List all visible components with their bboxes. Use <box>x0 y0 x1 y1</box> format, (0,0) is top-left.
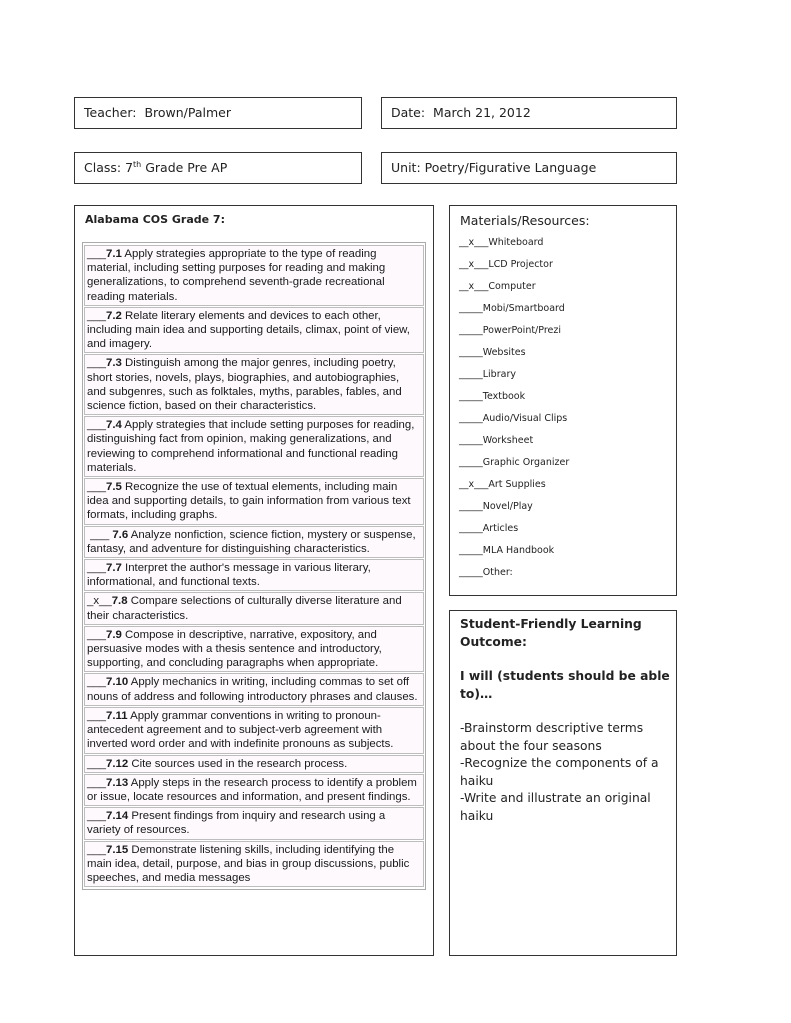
materials-item: _____Mobi/Smartboard <box>459 303 565 314</box>
standard-checkmark: ___ <box>87 562 107 575</box>
outcome-list <box>460 720 670 825</box>
class-superscript: th <box>133 159 142 169</box>
class-rest: Grade Pre AP <box>141 160 228 175</box>
materials-item: _____Textbook <box>459 391 526 402</box>
standard-row <box>84 559 424 591</box>
standard-text: Demonstrate listening skills, including identifying the main idea, detail, purpose, and bias in group discussions, public speeches, and media messages <box>87 843 410 884</box>
standard-number: 7.11 <box>106 709 128 722</box>
standard-number: 7.9 <box>106 628 122 641</box>
materials-item: _____Articles <box>459 523 519 534</box>
materials-item: __x___Computer <box>459 281 536 292</box>
standard-checkmark: ___ <box>87 419 107 432</box>
unit-label: Unit: <box>391 160 421 175</box>
materials-item: _____Novel/Play <box>459 501 533 512</box>
class-field <box>74 152 362 184</box>
standard-text: Present findings from inquiry and research using a variety of resources. <box>87 810 386 837</box>
materials-item: _____Audio/Visual Clips <box>459 413 568 424</box>
standard-number: 7.8 <box>111 595 128 608</box>
materials-item: __x___Whiteboard <box>459 237 544 248</box>
standard-checkmark: _x__ <box>87 595 112 608</box>
outcome-item: -Write and illustrate an original haiku <box>460 791 651 823</box>
standard-row <box>84 707 424 754</box>
standard-checkmark: ___ <box>87 309 107 322</box>
standard-row <box>84 774 424 806</box>
standard-text: Apply mechanics in writing, including commas to set off nouns of address and following introductory phrases and clauses. <box>87 676 418 703</box>
standard-number: 7.12 <box>106 757 129 770</box>
standard-text: Recognize the use of textual elements, including main idea and supporting details, to gain information from various text formats, including graphs. <box>87 481 411 522</box>
outcome-lead: I will (students should be able to)… <box>460 669 670 701</box>
cos-title: Alabama COS Grade 7: <box>85 213 225 226</box>
learning-outcome-panel <box>449 610 677 956</box>
standard-number: 7.15 <box>106 843 129 856</box>
teacher-field <box>74 97 362 129</box>
standard-number: 7.5 <box>106 481 122 494</box>
standards-table <box>82 242 426 890</box>
standard-text: Apply steps in the research process to identify a problem or issue, locate resources and information, and present findings. <box>87 776 417 803</box>
standard-row <box>84 841 424 888</box>
materials-item: _____Graphic Organizer <box>459 457 570 468</box>
standard-text: Interpret the author's message in various literary, informational, and functional texts. <box>87 562 371 589</box>
standard-number: 7.6 <box>112 528 129 541</box>
standard-text: Compose in descriptive, narrative, expository, and persuasive modes with a thesis sentence and introductory, supporting, and concluding paragraphs when appropriate. <box>87 628 382 670</box>
materials-item: _____Worksheet <box>459 435 534 446</box>
materials-list <box>459 237 569 589</box>
outcome-item: -Recognize the components of a haiku <box>460 756 659 788</box>
unit-field <box>381 152 677 184</box>
standard-checkmark: ___ <box>87 709 107 722</box>
materials-item: _____MLA Handbook <box>459 545 555 556</box>
standard-checkmark: ___ <box>87 776 107 789</box>
materials-title: Materials/Resources: <box>460 213 590 228</box>
teacher-label: Teacher: <box>84 105 137 120</box>
standard-row <box>84 526 424 558</box>
standard-number: 7.4 <box>106 419 122 432</box>
class-label: Class: 7 <box>84 160 134 175</box>
standard-number: 7.1 <box>106 248 122 260</box>
standard-checkmark: ___ <box>87 528 113 541</box>
standard-text: Apply grammar conventions in writing to pronoun-antecedent agreement and to subject-verb agreement with inverted word order and with indefinite pronouns as subjects. <box>87 709 394 751</box>
materials-item: _____Websites <box>459 347 526 358</box>
standard-checkmark: ___ <box>87 357 107 370</box>
standard-number: 7.13 <box>106 776 129 789</box>
standard-row <box>84 626 424 673</box>
standard-row <box>84 673 424 705</box>
standard-checkmark: ___ <box>87 843 107 856</box>
materials-item: __x___LCD Projector <box>459 259 553 270</box>
cos-standards-panel <box>74 205 434 956</box>
materials-item: _____Library <box>459 369 516 380</box>
standard-row <box>84 245 424 306</box>
outcome-item: -Brainstorm descriptive terms about the four seasons <box>460 721 644 753</box>
standard-checkmark: ___ <box>87 810 107 823</box>
unit-value: Poetry/Figurative Language <box>424 160 597 175</box>
standard-checkmark: ___ <box>87 676 107 689</box>
standard-text: Distinguish among the major genres, including poetry, short stories, novels, plays, biographies, and autobiographies, and subgenres, such as folktales, myths, parables, fables, and science fiction, based on their characteristics. <box>87 357 402 413</box>
standard-text: Apply strategies appropriate to the type of reading material, including setting purposes for reading and making generalizations, to comprehend seventh-grade recreational reading materials. <box>87 248 386 303</box>
standard-checkmark: ___ <box>87 248 107 260</box>
standard-number: 7.14 <box>106 810 129 823</box>
standard-text: Compare selections of culturally diverse literature and their characteristics. <box>87 595 402 622</box>
standard-number: 7.7 <box>106 562 122 575</box>
standard-row <box>84 478 424 525</box>
standard-number: 7.2 <box>106 309 122 322</box>
standard-text: Cite sources used in the research process. <box>128 757 348 770</box>
standard-row <box>84 755 424 773</box>
materials-item: _____Other: <box>459 567 513 578</box>
standard-text: Relate literary elements and devices to each other, including main idea and supporting details, climax, point of view, and imagery. <box>87 309 410 351</box>
materials-item: __x___Art Supplies <box>459 479 546 490</box>
materials-panel <box>449 205 677 596</box>
standard-checkmark: ___ <box>87 628 107 641</box>
date-value: March 21, 2012 <box>433 105 531 120</box>
standard-row <box>84 592 424 624</box>
standard-row <box>84 307 424 354</box>
outcome-title: Student-Friendly Learning Outcome: <box>460 617 642 649</box>
teacher-value: Brown/Palmer <box>144 105 231 120</box>
standard-row <box>84 354 424 415</box>
materials-item: _____PowerPoint/Prezi <box>459 325 561 336</box>
standard-checkmark: ___ <box>87 757 107 770</box>
standard-row <box>84 416 424 477</box>
standard-number: 7.10 <box>106 676 129 689</box>
standard-row <box>84 807 424 839</box>
date-field <box>381 97 677 129</box>
standard-text: Analyze nonfiction, science fiction, mystery or suspense, fantasy, and adventure for distinguishing characteristics. <box>87 528 416 555</box>
standard-text: Apply strategies that include setting purposes for reading, distinguishing fact from opinion, making generalizations, and reviewing to comprehend informational and functional reading materials. <box>87 419 415 474</box>
standard-number: 7.3 <box>106 357 122 370</box>
date-label: Date: <box>391 105 426 120</box>
standard-checkmark: ___ <box>87 481 107 494</box>
